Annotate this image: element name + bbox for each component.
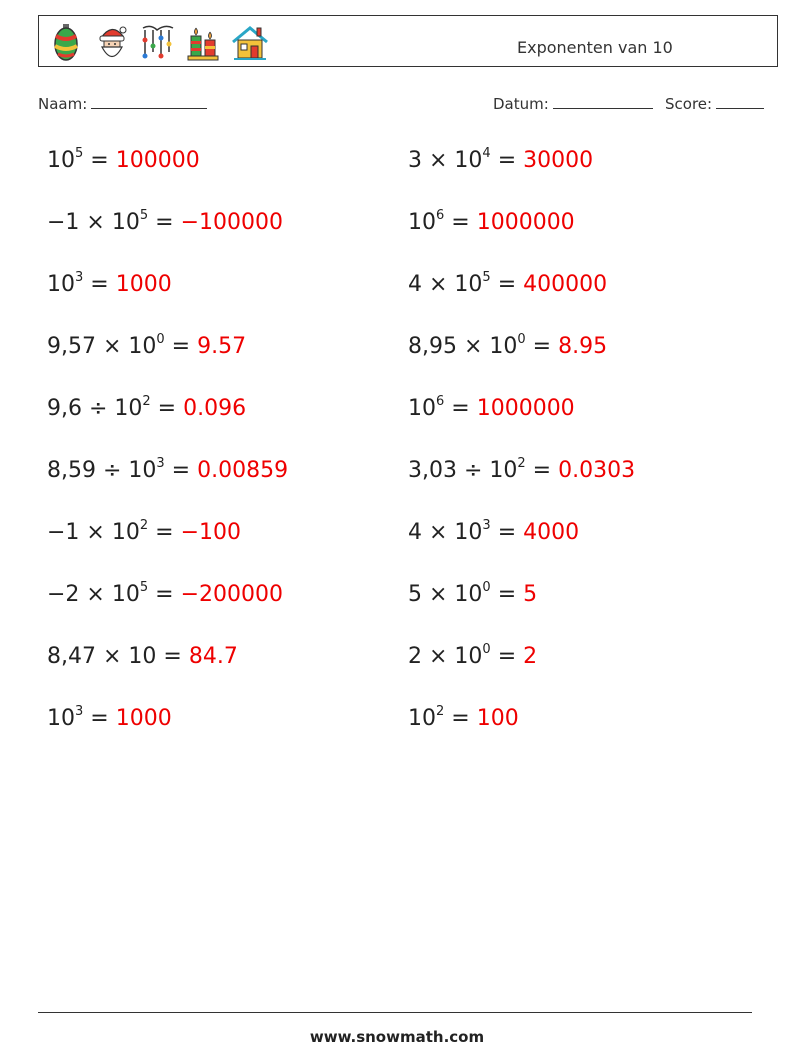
problem-answer: 0.0303 (558, 458, 636, 483)
equals-sign: = (525, 334, 559, 359)
equals-sign: = (148, 210, 181, 235)
problem-exponent: 2 (436, 703, 445, 719)
problem-answer: 0.096 (183, 396, 247, 421)
problem-exponent: 5 (75, 145, 84, 161)
problem-exponent: 0 (156, 331, 165, 347)
date-field (493, 94, 653, 113)
equals-sign: = (444, 706, 477, 731)
problem-item (408, 703, 519, 731)
problem-expression: 4 × 10 (408, 520, 483, 545)
problem-item (408, 331, 608, 359)
problem-exponent: 5 (482, 269, 491, 285)
problem-expression: 5 × 10 (408, 582, 483, 607)
candles-icon (185, 22, 223, 62)
header-icons (47, 22, 269, 62)
name-label: Naam: (38, 95, 88, 113)
problem-expression: 10 (47, 706, 75, 731)
equals-sign: = (164, 334, 198, 359)
problem-exponent: 5 (139, 579, 149, 595)
problem-expression: −1 × 10 (47, 210, 140, 235)
name-blank (91, 94, 207, 109)
date-label: Datum: (493, 95, 549, 113)
name-field (38, 94, 207, 113)
worksheet-header (38, 15, 778, 67)
problem-item (408, 641, 538, 669)
problem-exponent: 2 (142, 393, 151, 409)
problem-expression: 8,95 × 10 (408, 334, 518, 359)
problem-answer: 1000 (115, 706, 172, 731)
problem-answer: 1000 (115, 272, 172, 297)
score-blank (716, 94, 764, 109)
problem-answer: 4000 (523, 520, 580, 545)
problem-answer: −100 (180, 520, 241, 545)
problem-expression: 2 × 10 (408, 644, 483, 669)
problem-item (47, 393, 247, 421)
problem-exponent: 0 (482, 641, 491, 657)
problem-expression: 8,47 × 10 (47, 644, 157, 669)
problem-item (47, 269, 172, 297)
problem-answer: −200000 (180, 582, 283, 607)
problem-item (47, 703, 172, 731)
problem-expression: 10 (408, 706, 436, 731)
problem-expression: 3 × 10 (408, 148, 483, 173)
problem-expression: 10 (47, 272, 75, 297)
problem-item (408, 269, 608, 297)
problem-exponent: 3 (75, 269, 84, 285)
equals-sign: = (490, 644, 524, 669)
problem-expression: 8,59 ÷ 10 (47, 458, 157, 483)
problem-item (47, 331, 247, 359)
problem-expression: 3,03 ÷ 10 (408, 458, 518, 483)
problem-expression: 4 × 10 (408, 272, 483, 297)
problem-exponent: 3 (156, 455, 165, 471)
equals-sign: = (444, 210, 477, 235)
equals-sign: = (525, 458, 559, 483)
problem-expression: 10 (408, 396, 436, 421)
problem-exponent: 4 (482, 145, 491, 161)
problem-item (47, 455, 289, 483)
equals-sign: = (83, 148, 116, 173)
footer-website: www.snowmath.com (309, 1028, 485, 1046)
equals-sign: = (83, 706, 116, 731)
problem-item (47, 517, 241, 545)
problem-item (47, 579, 283, 607)
problem-exponent: 0 (482, 579, 491, 595)
lights-icon (139, 22, 177, 62)
problem-answer: 1000000 (476, 396, 575, 421)
footer-divider (38, 1012, 752, 1013)
problem-answer: −100000 (180, 210, 283, 235)
problem-item (408, 579, 538, 607)
problem-item (47, 644, 238, 669)
problem-exponent: 3 (75, 703, 84, 719)
equals-sign: = (490, 582, 524, 607)
problem-exponent: 5 (139, 207, 149, 223)
problem-exponent: 0 (517, 331, 526, 347)
equals-sign: = (490, 520, 524, 545)
problem-exponent: 2 (517, 455, 526, 471)
problem-answer: 2 (523, 644, 538, 669)
problem-answer: 400000 (523, 272, 608, 297)
problem-answer: 8.95 (558, 334, 608, 359)
equals-sign: = (83, 272, 116, 297)
problem-expression: 9,57 × 10 (47, 334, 157, 359)
problem-answer: 5 (523, 582, 538, 607)
equals-sign: = (150, 396, 184, 421)
score-label: Score: (665, 95, 713, 113)
problem-item (408, 207, 575, 235)
house-icon (231, 22, 269, 62)
problem-expression: 10 (408, 210, 436, 235)
problem-item (47, 145, 200, 173)
problem-exponent: 6 (436, 393, 445, 409)
ornament-icon (47, 22, 85, 62)
problem-item (408, 517, 580, 545)
equals-sign: = (490, 272, 524, 297)
problem-answer: 30000 (523, 148, 594, 173)
problem-answer: 0.00859 (197, 458, 289, 483)
problem-answer: 100000 (115, 148, 200, 173)
problem-answer: 100 (476, 706, 519, 731)
problem-expression: 9,6 ÷ 10 (47, 396, 143, 421)
problem-expression: −2 × 10 (47, 582, 140, 607)
problem-exponent: 2 (139, 517, 149, 533)
equals-sign: = (444, 396, 477, 421)
problem-exponent: 3 (482, 517, 491, 533)
problem-expression: −1 × 10 (47, 520, 140, 545)
equals-sign: = (148, 520, 181, 545)
date-blank (553, 94, 653, 109)
worksheet-title: Exponenten van 10 (517, 38, 673, 57)
problem-answer: 9.57 (197, 334, 247, 359)
score-field (665, 94, 764, 113)
equals-sign: = (156, 644, 189, 669)
problem-exponent: 6 (436, 207, 445, 223)
problem-item (408, 145, 594, 173)
equals-sign: = (164, 458, 198, 483)
equals-sign: = (148, 582, 181, 607)
problem-item (408, 393, 575, 421)
problem-answer: 84.7 (188, 644, 238, 669)
problem-expression: 10 (47, 148, 75, 173)
problem-answer: 1000000 (476, 210, 575, 235)
equals-sign: = (490, 148, 524, 173)
problem-item (47, 207, 283, 235)
santa-icon (93, 22, 131, 62)
problem-item (408, 455, 636, 483)
